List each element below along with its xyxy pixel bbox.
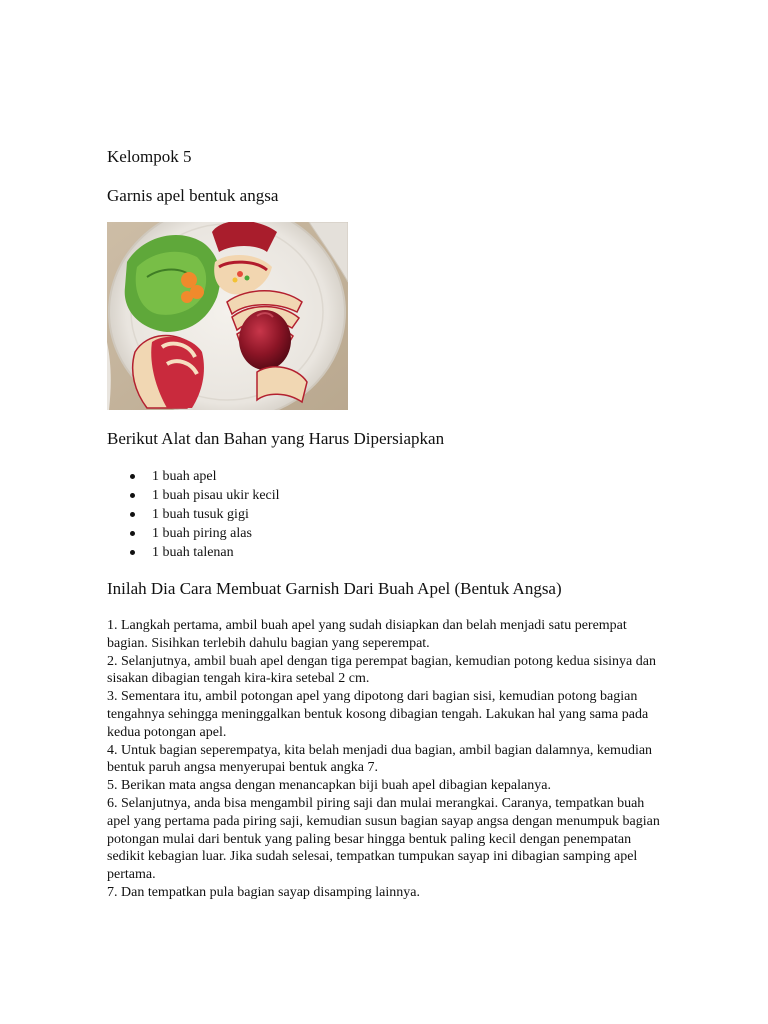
step-paragraph: 7. Dan tempatkan pula bagian sayap disamping lainnya. — [107, 884, 420, 900]
step-paragraph: 4. Untuk bagian seperempatya, kita belah menjadi dua bagian, ambil bagian dalamnya, kemudian bentuk paruh angsa menyerupai bentuk angka 7. — [107, 742, 653, 776]
list-item: 1 buah pisau ukir kecil — [107, 486, 280, 505]
tools-list — [107, 467, 280, 562]
step-paragraph: 1. Langkah pertama, ambil buah apel yang sudah disiapkan dan belah menjadi satu perempat bagian. Sisihkan terlebih dahulu bagian yang seperempat. — [107, 618, 627, 651]
step-paragraph: 5. Berikan mata angsa dengan menancapkan biji buah apel dibagian kepalanya. — [107, 778, 551, 794]
bullet-icon — [130, 474, 135, 479]
steps-heading: Inilah Dia Cara Membuat Garnish Dari Buah Apel (Bentuk Angsa) — [107, 579, 562, 598]
list-item: 1 buah apel — [107, 467, 280, 486]
list-item: 1 buah tusuk gigi — [107, 505, 280, 524]
bullet-icon — [130, 493, 135, 498]
bullet-icon — [130, 531, 135, 536]
list-item: 1 buah talenan — [107, 543, 280, 562]
apple-swan-garnish-photo — [107, 222, 348, 410]
list-item: 1 buah piring alas — [107, 524, 280, 543]
recipe-title: Garnis apel bentuk angsa — [107, 186, 279, 205]
step-paragraph: 2. Selanjutnya, ambil buah apel dengan tiga perempat bagian, kemudian potong kedua sisinya dan sisakan dibagian tengah kira-kira setebal 2 cm. — [107, 653, 656, 687]
steps-body — [107, 617, 667, 902]
tools-heading: Berikut Alat dan Bahan yang Harus Dipersiapkan — [107, 429, 445, 448]
step-paragraph: 3. Sementara itu, ambil potongan apel yang dipotong dari bagian sisi, kemudian potong bagian tengahnya sehingga meninggalkan bentuk kosong dibagian tengah. Lakukan hal yang sama pada kedua potongan apel. — [107, 689, 649, 740]
group-heading: Kelompok 5 — [107, 147, 192, 166]
bullet-icon — [130, 512, 135, 517]
bullet-icon — [130, 550, 135, 555]
step-paragraph: 6. Selanjutnya, anda bisa mengambil piring saji dan mulai merangkai. Caranya, tempatkan buah apel yang pertama pada piring saji, kemudian susun bagian sayap angsa dengan menumpuk bagian potongan mulai dari bentuk yang paling besar hingga bentuk paling kecil dengan penempatan sedikit kebagian luar. Jika sudah selesai, tempatkan tumpukan sayap ini dibagian samping apel pertama. — [107, 795, 660, 883]
